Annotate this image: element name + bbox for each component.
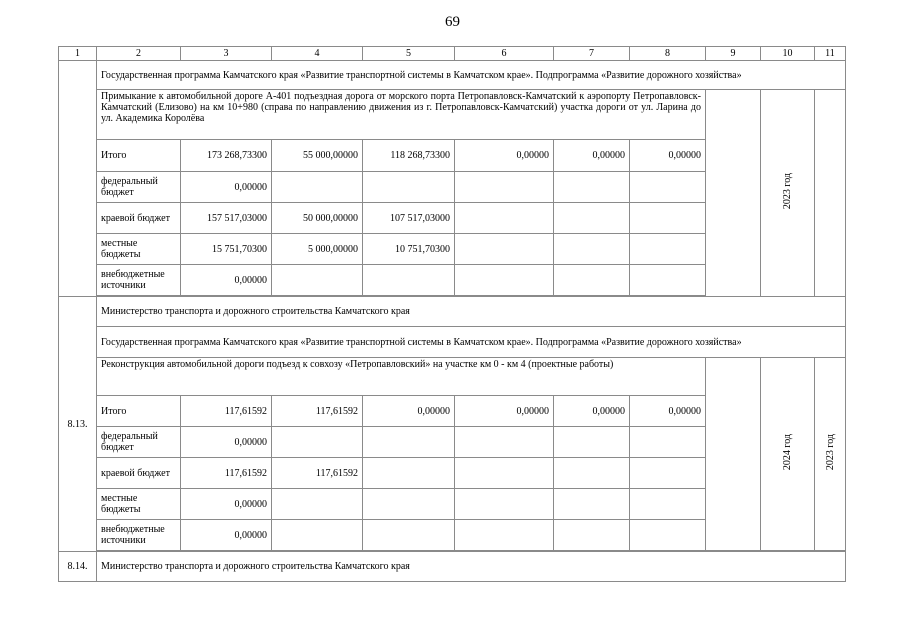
cell-c5	[363, 265, 455, 296]
cell-c8	[630, 234, 706, 265]
program-title: Государственная программа Камчатского края «Развитие транспортной системы в Камчатском крае». Подпрограмма «Развитие дорожного хозяйства»	[97, 327, 846, 358]
ministry-title: Министерство транспорта и дорожного строительства Камчатского края	[97, 297, 846, 327]
cell-c6: 0,00000	[455, 140, 554, 172]
cell-c4	[272, 265, 363, 296]
cell-c6	[455, 172, 554, 203]
cell-c6	[455, 203, 554, 234]
cell-c5: 118 268,73300	[363, 140, 455, 172]
page-number: 69	[445, 14, 460, 30]
cell-c4	[272, 172, 363, 203]
cell-c5	[363, 489, 455, 520]
cell-c4: 117,61592	[272, 458, 363, 489]
cell-c7: 0,00000	[554, 140, 630, 172]
cell-c7	[554, 234, 630, 265]
cell-c7	[554, 427, 630, 458]
cell-c8	[630, 265, 706, 296]
column-number: 8	[630, 47, 706, 61]
column-number: 4	[272, 47, 363, 61]
row-label: краевой бюджет	[97, 458, 181, 489]
column-number: 2	[97, 47, 181, 61]
cell-c3: 117,61592	[181, 396, 272, 427]
cell-c3: 0,00000	[181, 172, 272, 203]
cell-c6	[455, 489, 554, 520]
column-number: 6	[455, 47, 554, 61]
cell-c4	[272, 489, 363, 520]
cell-c6	[455, 458, 554, 489]
col9-cell	[706, 358, 761, 551]
cell-c5: 0,00000	[363, 396, 455, 427]
column-number-row	[59, 47, 846, 61]
cell-c3: 0,00000	[181, 489, 272, 520]
row-label: внебюджетные источники	[97, 265, 181, 296]
cell-c8	[630, 203, 706, 234]
cell-c6	[455, 234, 554, 265]
column-number: 9	[706, 47, 761, 61]
row-label: федеральный бюджет	[97, 427, 181, 458]
project-title: Примыкание к автомобильной дороге А-401 подъездная дорога от морского порта Петропавловск-Камчатский к аэропорту Петропавловск-Камчатский (Елизово) на км 10+980 (справа по направлению движения из г. Петропавловск-Камчатский) участка дороги от ул. Ларина до ул. Академика Королёва	[97, 90, 706, 140]
cell-c8	[630, 427, 706, 458]
cell-c5	[363, 427, 455, 458]
cell-c4: 55 000,00000	[272, 140, 363, 172]
cell-c4: 5 000,00000	[272, 234, 363, 265]
cell-c7	[554, 172, 630, 203]
cell-c7	[554, 520, 630, 551]
row-label: краевой бюджет	[97, 203, 181, 234]
cell-c4: 50 000,00000	[272, 203, 363, 234]
cell-c8	[630, 489, 706, 520]
column-number: 1	[59, 47, 97, 61]
cell-c5: 10 751,70300	[363, 234, 455, 265]
cell-c4: 117,61592	[272, 396, 363, 427]
budget-table	[58, 46, 846, 582]
cell-c3: 15 751,70300	[181, 234, 272, 265]
row-label: местные бюджеты	[97, 234, 181, 265]
row-label: внебюджетные источники	[97, 520, 181, 551]
cell-c6	[455, 265, 554, 296]
program-title: Государственная программа Камчатского края «Развитие транспортной системы в Камчатском крае». Подпрограмма «Развитие дорожного хозяйства»	[97, 61, 846, 90]
cell-c4	[272, 427, 363, 458]
cell-c7	[554, 203, 630, 234]
column-number: 5	[363, 47, 455, 61]
cell-c6	[455, 427, 554, 458]
project-title: Реконструкция автомобильной дороги подъезд к совхозу «Петропавловский» на участке км 0 - км 4 (проектные работы)	[97, 358, 706, 396]
cell-c3: 0,00000	[181, 265, 272, 296]
cell-c7	[554, 489, 630, 520]
cell-c7	[554, 458, 630, 489]
cell-c5: 107 517,03000	[363, 203, 455, 234]
column-number: 11	[815, 47, 846, 61]
year-col10: 2023 год	[761, 90, 815, 297]
year-col10: 2024 год	[761, 358, 815, 551]
cell-c3: 0,00000	[181, 427, 272, 458]
cell-c6	[455, 520, 554, 551]
row-index: 8.13.	[59, 297, 97, 552]
row-index: 8.14.	[59, 552, 97, 582]
cell-c3: 117,61592	[181, 458, 272, 489]
column-number: 10	[761, 47, 815, 61]
cell-c3: 0,00000	[181, 520, 272, 551]
row-label: Итого	[97, 140, 181, 172]
cell-c5	[363, 520, 455, 551]
index-cell-empty	[59, 61, 97, 297]
cell-c7: 0,00000	[554, 396, 630, 427]
cell-c8: 0,00000	[630, 396, 706, 427]
column-number: 7	[554, 47, 630, 61]
col9-cell	[706, 90, 761, 297]
cell-c5	[363, 458, 455, 489]
col11-cell	[815, 90, 846, 297]
ministry-title: Министерство транспорта и дорожного строительства Камчатского края	[97, 552, 846, 582]
cell-c8	[630, 458, 706, 489]
cell-c4	[272, 520, 363, 551]
cell-c5	[363, 172, 455, 203]
year-col11: 2023 год	[815, 358, 846, 551]
cell-c8: 0,00000	[630, 140, 706, 172]
cell-c8	[630, 520, 706, 551]
row-label: местные бюджеты	[97, 489, 181, 520]
row-label: Итого	[97, 396, 181, 427]
cell-c8	[630, 172, 706, 203]
cell-c3: 157 517,03000	[181, 203, 272, 234]
cell-c7	[554, 265, 630, 296]
row-label: федеральный бюджет	[97, 172, 181, 203]
cell-c6: 0,00000	[455, 396, 554, 427]
cell-c3: 173 268,73300	[181, 140, 272, 172]
column-number: 3	[181, 47, 272, 61]
